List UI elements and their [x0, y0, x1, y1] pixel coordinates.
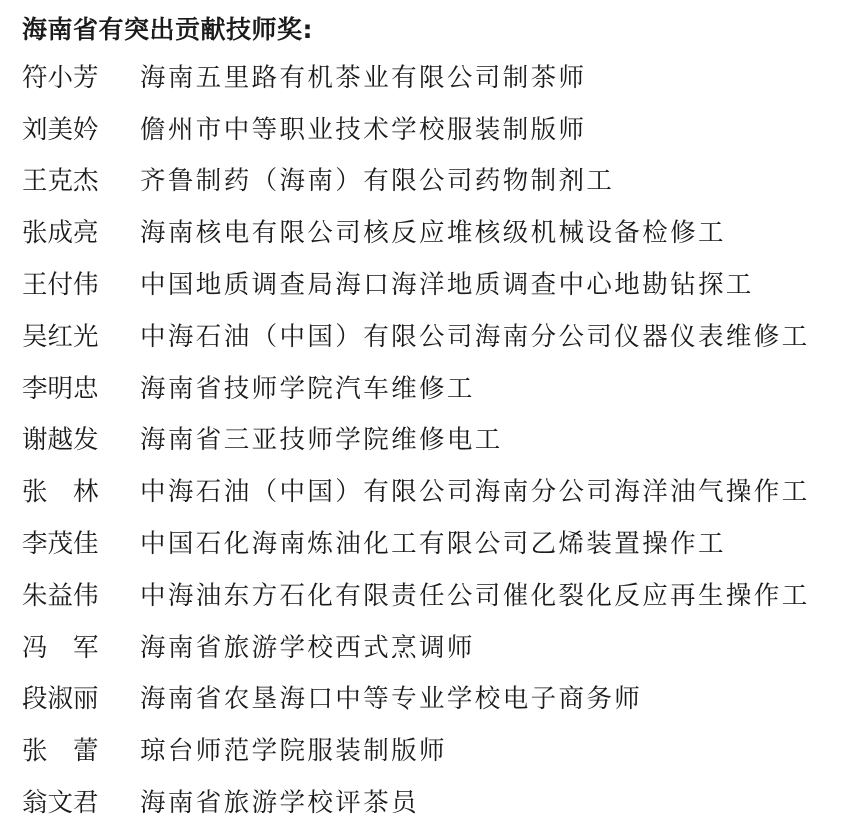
recipient-org-role: 中海石油（中国）有限公司海南分公司仪器仪表维修工: [140, 321, 810, 352]
list-item: [22, 102, 834, 154]
recipient-name: 王克杰: [22, 166, 99, 197]
list-item: [22, 516, 834, 568]
recipient-org-role: 海南省旅游学校评茶员: [140, 788, 420, 819]
list-item: [22, 361, 834, 413]
recipient-name: 朱益伟: [22, 580, 99, 611]
list-item: [22, 672, 834, 724]
recipient-org-role: 齐鲁制药（海南）有限公司药物制剂工: [140, 166, 615, 197]
list-item: [22, 154, 834, 206]
recipient-name: 吴红光: [22, 321, 99, 352]
recipient-name: 翁文君: [22, 788, 99, 819]
recipient-org-role: 儋州市中等职业技术学校服装制版师: [140, 114, 587, 145]
recipient-org-role: 中国石化海南炼油化工有限公司乙烯装置操作工: [140, 529, 726, 560]
section-title: 海南省有突出贡献技师奖:: [22, 15, 313, 44]
recipient-name: 张 林: [22, 477, 99, 508]
list-item: [22, 257, 834, 309]
recipient-org-role: 琼台师范学院服装制版师: [140, 736, 447, 767]
recipient-name: 刘美妗: [22, 114, 99, 145]
recipient-org-role: 海南省旅游学校西式烹调师: [140, 632, 475, 663]
recipient-name: 谢越发: [22, 425, 99, 456]
recipient-org-role: 中海油东方石化有限责任公司催化裂化反应再生操作工: [140, 580, 810, 611]
list-item: [22, 309, 834, 361]
recipient-name: 冯 军: [22, 632, 99, 663]
recipient-name: 张 蕾: [22, 736, 99, 767]
recipient-org-role: 中海石油（中国）有限公司海南分公司海洋油气操作工: [140, 477, 810, 508]
list-item: [22, 723, 834, 775]
recipient-org-role: 海南核电有限公司核反应堆核级机械设备检修工: [140, 218, 726, 249]
list-item: [22, 568, 834, 620]
recipient-name: 王付伟: [22, 270, 99, 301]
recipient-name: 张成亮: [22, 218, 99, 249]
list-item: [22, 464, 834, 516]
recipient-org-role: 海南五里路有机茶业有限公司制茶师: [140, 62, 587, 93]
list-item: [22, 205, 834, 257]
recipient-name: 段淑丽: [22, 684, 99, 715]
recipient-org-role: 海南省技师学院汽车维修工: [140, 373, 475, 404]
award-list-document: [22, 10, 834, 827]
list-item: [22, 50, 834, 102]
recipient-org-role: 中国地质调查局海口海洋地质调查中心地勘钻探工: [140, 270, 754, 301]
recipient-org-role: 海南省农垦海口中等专业学校电子商务师: [140, 684, 643, 715]
recipient-name: 李明忠: [22, 373, 99, 404]
list-item: [22, 620, 834, 672]
list-item: [22, 775, 834, 827]
recipient-org-role: 海南省三亚技师学院维修电工: [140, 425, 503, 456]
recipient-name: 符小芳: [22, 62, 99, 93]
list-item: [22, 413, 834, 465]
recipient-name: 李茂佳: [22, 529, 99, 560]
